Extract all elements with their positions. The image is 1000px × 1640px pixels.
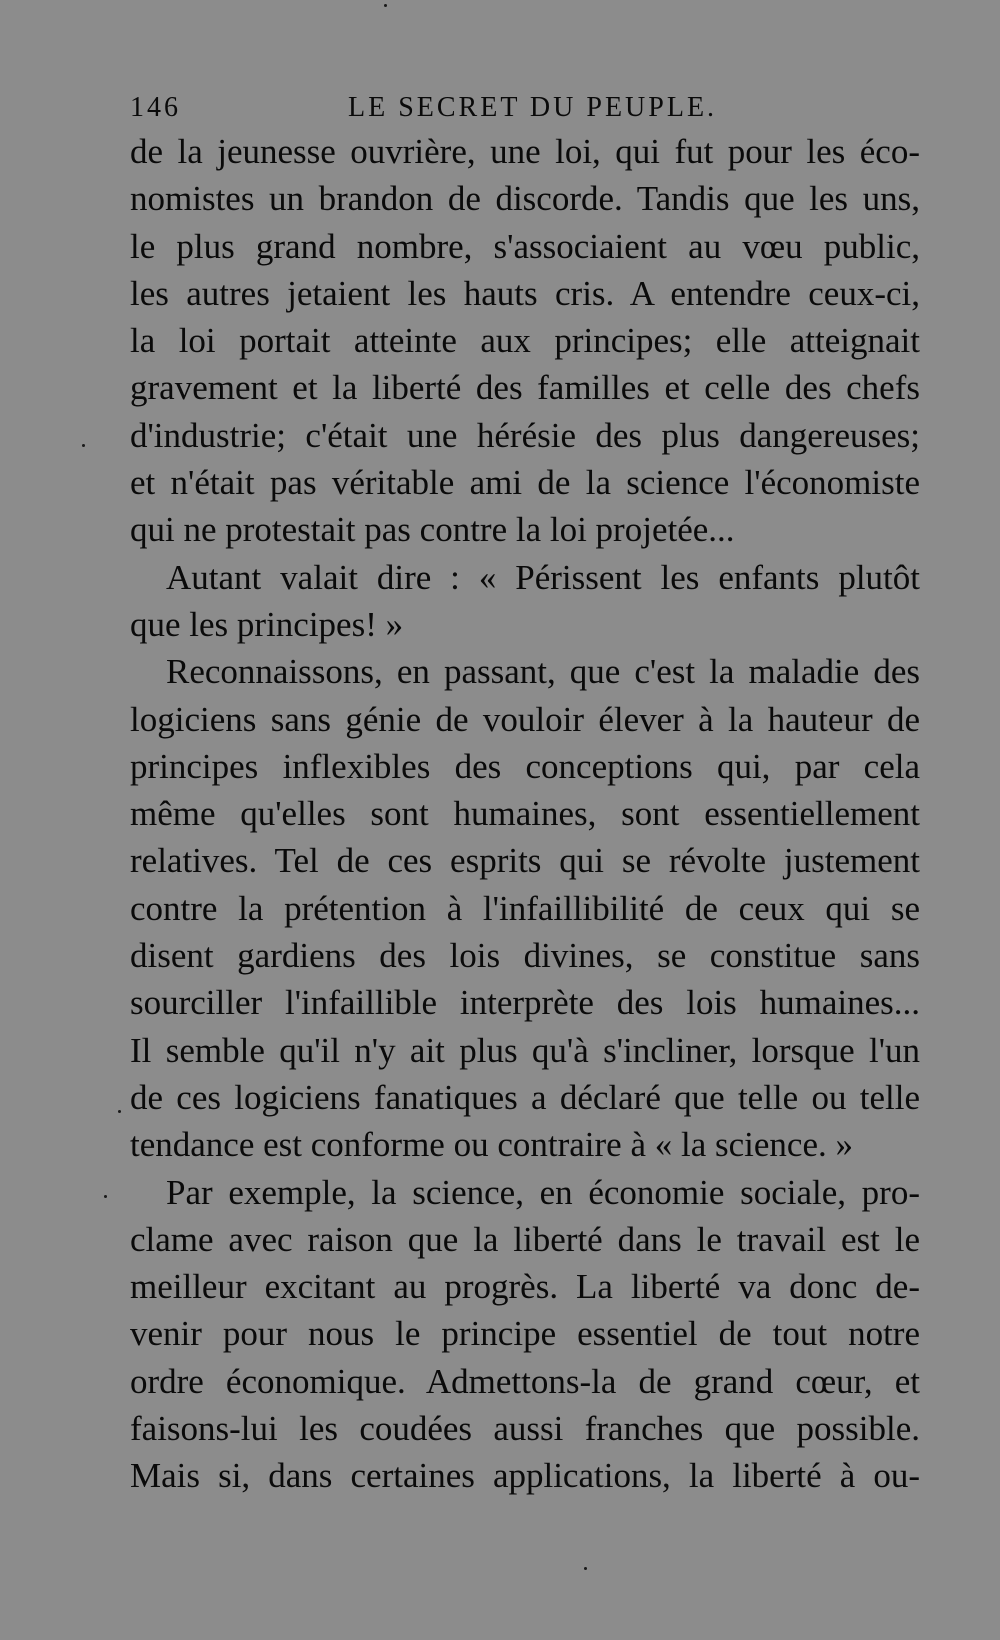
text-line: Autant valait dire : « Périssent les enfants plutôt <box>166 557 920 597</box>
text-line: tendance est conforme ou contraire à « la science. » <box>130 1125 853 1165</box>
text-line: Par exemple, la science, en économie sociale, pro- <box>166 1172 920 1212</box>
scan-speck <box>384 4 387 7</box>
scan-speck <box>118 1110 121 1113</box>
text-line: nomistes un brandon de discorde. Tandis que les uns, <box>130 179 920 219</box>
text-line: et n'était pas véritable ami de la science l'économiste <box>130 463 920 503</box>
text-line: qui ne protestait pas contre la loi projetée... <box>130 510 735 550</box>
body-text <box>130 128 920 1500</box>
text-line: venir pour nous le principe essentiel de tout notre <box>130 1314 920 1354</box>
text-line: sourciller l'infaillible interprète des lois humaines... <box>130 983 920 1023</box>
text-line: Mais si, dans certaines applications, la liberté à ou- <box>130 1456 920 1496</box>
page-header <box>130 84 920 128</box>
page-number: 146 <box>130 92 181 123</box>
text-line: logiciens sans génie de vouloir élever à la hauteur de <box>130 699 920 739</box>
scan-speck <box>82 444 85 447</box>
text-line: disent gardiens des lois divines, se constitue sans <box>130 936 920 976</box>
text-line: ordre économique. Admettons-la de grand cœur, et <box>130 1361 920 1401</box>
scan-speck <box>584 1567 587 1570</box>
text-line: même qu'elles sont humaines, sont essentiellement <box>130 794 920 834</box>
text-line: clame avec raison que la liberté dans le travail est le <box>130 1219 920 1259</box>
text-line: relatives. Tel de ces esprits qui se révolte justement <box>130 841 920 881</box>
scan-speck <box>104 1195 107 1198</box>
text-line: contre la prétention à l'infaillibilité de ceux qui se <box>130 888 920 928</box>
text-line: Reconnaissons, en passant, que c'est la maladie des <box>166 652 920 692</box>
text-line: meilleur excitant au progrès. La liberté va donc de- <box>130 1267 920 1307</box>
text-line: les autres jetaient les hauts cris. A entendre ceux-ci, <box>130 273 920 313</box>
text-line: de la jeunesse ouvrière, une loi, qui fut pour les éco- <box>130 132 920 171</box>
text-line: Il semble qu'il n'y ait plus qu'à s'incliner, lorsque l'un <box>130 1030 920 1070</box>
text-line: principes inflexibles des conceptions qui, par cela <box>130 746 920 786</box>
text-line: de ces logiciens fanatiques a déclaré que telle ou telle <box>130 1077 920 1117</box>
text-line: la loi portait atteinte aux principes; elle atteignait <box>130 321 920 361</box>
text-line: d'industrie; c'était une hérésie des plus dangereuses; <box>130 415 920 455</box>
book-page <box>130 84 920 1500</box>
text-line: gravement et la liberté des familles et celle des chefs <box>130 368 920 408</box>
running-title: LE SECRET DU PEUPLE. <box>348 92 718 123</box>
text-line: le plus grand nombre, s'associaient au vœu public, <box>130 226 920 266</box>
text-line: faisons-lui les coudées aussi franches que possible. <box>130 1409 920 1449</box>
text-line: que les principes! » <box>130 604 404 644</box>
